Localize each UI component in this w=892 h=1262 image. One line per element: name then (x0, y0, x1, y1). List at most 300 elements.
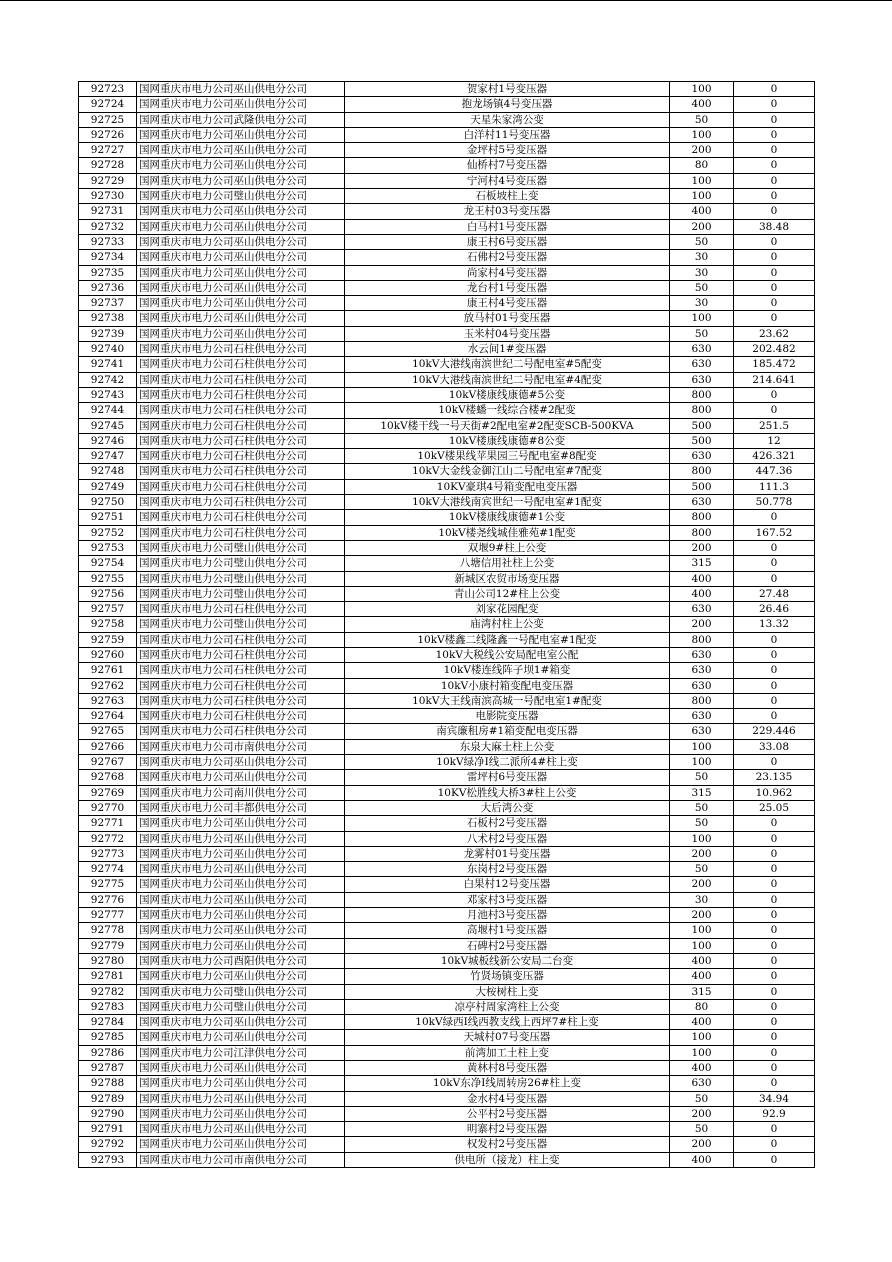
table-row (79, 632, 815, 647)
table-row (79, 495, 815, 510)
value-cell: 0 (734, 387, 815, 402)
value-cell: 50.778 (734, 495, 815, 510)
transformer-name-cell: 尚家村4号变压器 (345, 265, 670, 280)
value-cell: 0 (734, 82, 815, 97)
company-cell: 国网重庆市电力公司巫山供电分公司 (137, 892, 345, 907)
company-cell: 国网重庆市电力公司石柱供电分公司 (137, 693, 345, 708)
transformer-name-cell: 供电所（接龙）柱上变 (345, 1152, 670, 1167)
transformer-name-cell: 白洋村11号变压器 (345, 127, 670, 142)
capacity-cell: 500 (670, 433, 734, 448)
capacity-cell: 630 (670, 602, 734, 617)
capacity-cell: 30 (670, 892, 734, 907)
capacity-cell: 30 (670, 265, 734, 280)
transformer-name-cell: 庙湾村柱上公变 (345, 617, 670, 632)
table-row (79, 831, 815, 846)
company-cell: 国网重庆市电力公司市南供电分公司 (137, 739, 345, 754)
value-cell: 0 (734, 1152, 815, 1167)
table-row (79, 923, 815, 938)
row-id-cell: 92737 (79, 296, 137, 311)
value-cell: 0 (734, 908, 815, 923)
transformer-name-cell: 10kV大税线公安局配电室公配 (345, 647, 670, 662)
table-row (79, 280, 815, 295)
value-cell: 0 (734, 250, 815, 265)
value-cell: 10.962 (734, 785, 815, 800)
company-cell: 国网重庆市电力公司巫山供电分公司 (137, 1030, 345, 1045)
table-row (79, 877, 815, 892)
value-cell: 0 (734, 816, 815, 831)
company-cell: 国网重庆市电力公司巫山供电分公司 (137, 755, 345, 770)
row-id-cell: 92749 (79, 479, 137, 494)
company-cell: 国网重庆市电力公司巫山供电分公司 (137, 908, 345, 923)
row-id-cell: 92780 (79, 953, 137, 968)
table-row (79, 1015, 815, 1030)
capacity-cell: 800 (670, 693, 734, 708)
transformer-name-cell: 电影院变压器 (345, 709, 670, 724)
capacity-cell: 315 (670, 984, 734, 999)
company-cell: 国网重庆市电力公司巫山供电分公司 (137, 82, 345, 97)
company-cell: 国网重庆市电力公司巫山供电分公司 (137, 311, 345, 326)
capacity-cell: 50 (670, 862, 734, 877)
transformer-name-cell: 大后湾公变 (345, 800, 670, 815)
row-id-cell: 92786 (79, 1045, 137, 1060)
row-id-cell: 92776 (79, 892, 137, 907)
company-cell: 国网重庆市电力公司石柱供电分公司 (137, 357, 345, 372)
row-id-cell: 92740 (79, 342, 137, 357)
capacity-cell: 100 (670, 938, 734, 953)
row-id-cell: 92736 (79, 280, 137, 295)
capacity-cell: 800 (670, 632, 734, 647)
capacity-cell: 800 (670, 525, 734, 540)
table-row (79, 800, 815, 815)
company-cell: 国网重庆市电力公司巫山供电分公司 (137, 923, 345, 938)
transformer-name-cell: 10kV大王线南滨高城一号配电室1#配变 (345, 693, 670, 708)
company-cell: 国网重庆市电力公司巫山供电分公司 (137, 1015, 345, 1030)
value-cell: 0 (734, 831, 815, 846)
company-cell: 国网重庆市电力公司石柱供电分公司 (137, 709, 345, 724)
value-cell: 25.05 (734, 800, 815, 815)
value-cell: 0 (734, 403, 815, 418)
row-id-cell: 92778 (79, 923, 137, 938)
value-cell: 0 (734, 311, 815, 326)
transformer-name-cell: 竹贤场镇变压器 (345, 969, 670, 984)
table-row (79, 571, 815, 586)
transformer-name-cell: 10kV大港线南滨世纪二号配电室#4配变 (345, 372, 670, 387)
transformer-name-cell: 10kV大港线南滨世纪二号配电室#5配变 (345, 357, 670, 372)
row-id-cell: 92730 (79, 189, 137, 204)
capacity-cell: 800 (670, 510, 734, 525)
capacity-cell: 630 (670, 357, 734, 372)
capacity-cell: 400 (670, 97, 734, 112)
company-cell: 国网重庆市电力公司璧山供电分公司 (137, 984, 345, 999)
company-cell: 国网重庆市电力公司石柱供电分公司 (137, 387, 345, 402)
value-cell: 0 (734, 296, 815, 311)
transformer-name-cell: 石佛村2号变压器 (345, 250, 670, 265)
capacity-cell: 630 (670, 1076, 734, 1091)
row-id-cell: 92792 (79, 1137, 137, 1152)
value-cell: 0 (734, 280, 815, 295)
table-row (79, 219, 815, 234)
capacity-cell: 200 (670, 143, 734, 158)
transformer-name-cell: 邓家村3号变压器 (345, 892, 670, 907)
row-id-cell: 92787 (79, 1061, 137, 1076)
capacity-cell: 100 (670, 755, 734, 770)
company-cell: 国网重庆市电力公司石柱供电分公司 (137, 403, 345, 418)
value-cell: 0 (734, 678, 815, 693)
table-body (79, 82, 815, 1168)
capacity-cell: 50 (670, 770, 734, 785)
transformer-name-cell: 10kV东净I线周转房26#柱上变 (345, 1076, 670, 1091)
table-row (79, 755, 815, 770)
table-row (79, 693, 815, 708)
company-cell: 国网重庆市电力公司巫山供电分公司 (137, 234, 345, 249)
table-row (79, 647, 815, 662)
table-row (79, 846, 815, 861)
transformer-name-cell: 10kV绿净I线二派所4#柱上变 (345, 755, 670, 770)
value-cell: 0 (734, 1061, 815, 1076)
transformer-name-cell: 10KV松胜线大桥3#柱上公变 (345, 785, 670, 800)
value-cell: 0 (734, 204, 815, 219)
capacity-cell: 100 (670, 127, 734, 142)
value-cell: 34.94 (734, 1091, 815, 1106)
transformer-name-cell: 明寨村2号变压器 (345, 1122, 670, 1137)
capacity-cell: 800 (670, 387, 734, 402)
row-id-cell: 92783 (79, 999, 137, 1014)
table-row (79, 479, 815, 494)
row-id-cell: 92723 (79, 82, 137, 97)
capacity-cell: 200 (670, 540, 734, 555)
value-cell: 0 (734, 1030, 815, 1045)
row-id-cell: 92793 (79, 1152, 137, 1167)
company-cell: 国网重庆市电力公司巫山供电分公司 (137, 969, 345, 984)
capacity-cell: 100 (670, 1030, 734, 1045)
row-id-cell: 92741 (79, 357, 137, 372)
row-id-cell: 92727 (79, 143, 137, 158)
value-cell: 0 (734, 663, 815, 678)
table-row (79, 1030, 815, 1045)
row-id-cell: 92734 (79, 250, 137, 265)
value-cell: 0 (734, 846, 815, 861)
capacity-cell: 400 (670, 586, 734, 601)
table-row (79, 617, 815, 632)
capacity-cell: 315 (670, 556, 734, 571)
table-row (79, 1122, 815, 1137)
capacity-cell: 500 (670, 418, 734, 433)
capacity-cell: 200 (670, 1137, 734, 1152)
row-id-cell: 92729 (79, 173, 137, 188)
transformer-name-cell: 凉亭村周家湾柱上公变 (345, 999, 670, 1014)
transformer-name-cell: 石板坡柱上变 (345, 189, 670, 204)
table-row (79, 525, 815, 540)
row-id-cell: 92738 (79, 311, 137, 326)
capacity-cell: 100 (670, 311, 734, 326)
table-row (79, 770, 815, 785)
table-row (79, 250, 815, 265)
transformer-name-cell: 金坪村5号变压器 (345, 143, 670, 158)
row-id-cell: 92748 (79, 464, 137, 479)
transformer-name-cell: 10kV楼康线康德#5公变 (345, 387, 670, 402)
row-id-cell: 92764 (79, 709, 137, 724)
transformer-name-cell: 10kV小康村箱变配电变压器 (345, 678, 670, 693)
row-id-cell: 92768 (79, 770, 137, 785)
company-cell: 国网重庆市电力公司江津供电分公司 (137, 1045, 345, 1060)
table-row (79, 357, 815, 372)
table-row (79, 999, 815, 1014)
capacity-cell: 50 (670, 112, 734, 127)
row-id-cell: 92757 (79, 602, 137, 617)
capacity-cell: 630 (670, 647, 734, 662)
company-cell: 国网重庆市电力公司巫山供电分公司 (137, 770, 345, 785)
row-id-cell: 92735 (79, 265, 137, 280)
capacity-cell: 200 (670, 846, 734, 861)
company-cell: 国网重庆市电力公司巫山供电分公司 (137, 143, 345, 158)
company-cell: 国网重庆市电力公司巫山供电分公司 (137, 265, 345, 280)
value-cell: 23.135 (734, 770, 815, 785)
table-row (79, 678, 815, 693)
transformer-name-cell: 10kV楼康线康德#8公变 (345, 433, 670, 448)
value-cell: 167.52 (734, 525, 815, 540)
value-cell: 0 (734, 556, 815, 571)
value-cell: 0 (734, 953, 815, 968)
transformer-name-cell: 龙雾村01号变压器 (345, 846, 670, 861)
capacity-cell: 200 (670, 877, 734, 892)
capacity-cell: 100 (670, 923, 734, 938)
company-cell: 国网重庆市电力公司市南供电分公司 (137, 1152, 345, 1167)
table-row (79, 82, 815, 97)
transformer-name-cell: 龙台村1号变压器 (345, 280, 670, 295)
value-cell: 0 (734, 265, 815, 280)
value-cell: 0 (734, 1045, 815, 1060)
table-row (79, 204, 815, 219)
transformer-name-cell: 仙桥村7号变压器 (345, 158, 670, 173)
company-cell: 国网重庆市电力公司石柱供电分公司 (137, 602, 345, 617)
value-cell: 0 (734, 1137, 815, 1152)
row-id-cell: 92732 (79, 219, 137, 234)
transformer-name-cell: 10kV楼蟠一线综合楼#2配变 (345, 403, 670, 418)
transformer-name-cell: 前湾加工土柱上变 (345, 1045, 670, 1060)
table-row (79, 234, 815, 249)
table-row (79, 586, 815, 601)
transformer-name-cell: 康王村4号变压器 (345, 296, 670, 311)
company-cell: 国网重庆市电力公司石柱供电分公司 (137, 510, 345, 525)
company-cell: 国网重庆市电力公司巫山供电分公司 (137, 816, 345, 831)
company-cell: 国网重庆市电力公司巫山供电分公司 (137, 1137, 345, 1152)
transformer-name-cell: 康王村6号变压器 (345, 234, 670, 249)
row-id-cell: 92761 (79, 663, 137, 678)
value-cell: 0 (734, 862, 815, 877)
table-row (79, 189, 815, 204)
transformer-name-cell: 放马村01号变压器 (345, 311, 670, 326)
capacity-cell: 30 (670, 250, 734, 265)
table-row (79, 311, 815, 326)
table-row (79, 892, 815, 907)
company-cell: 国网重庆市电力公司巫山供电分公司 (137, 204, 345, 219)
transformer-name-cell: 天城村07号变压器 (345, 1030, 670, 1045)
row-id-cell: 92773 (79, 846, 137, 861)
value-cell: 23.62 (734, 326, 815, 341)
table-row (79, 709, 815, 724)
company-cell: 国网重庆市电力公司巫山供电分公司 (137, 296, 345, 311)
top-border-line (0, 0, 892, 1)
value-cell: 0 (734, 510, 815, 525)
company-cell: 国网重庆市电力公司丰都供电分公司 (137, 800, 345, 815)
value-cell: 0 (734, 938, 815, 953)
value-cell: 0 (734, 1122, 815, 1137)
value-cell: 92.9 (734, 1106, 815, 1121)
capacity-cell: 400 (670, 1152, 734, 1167)
company-cell: 国网重庆市电力公司巫山供电分公司 (137, 862, 345, 877)
value-cell: 0 (734, 755, 815, 770)
row-id-cell: 92751 (79, 510, 137, 525)
transformer-name-cell: 白果村12号变压器 (345, 877, 670, 892)
transformer-name-cell: 10kV楼鑫二线隆鑫一号配电室#1配变 (345, 632, 670, 647)
company-cell: 国网重庆市电力公司巫山供电分公司 (137, 250, 345, 265)
capacity-cell: 800 (670, 464, 734, 479)
row-id-cell: 92789 (79, 1091, 137, 1106)
transformer-name-cell: 10kV楼干线一号天街#2配电室#2配变SCB-500KVA (345, 418, 670, 433)
transformer-name-cell: 水云间1#变压器 (345, 342, 670, 357)
company-cell: 国网重庆市电力公司巫山供电分公司 (137, 938, 345, 953)
capacity-cell: 200 (670, 617, 734, 632)
table-row (79, 1045, 815, 1060)
value-cell: 0 (734, 540, 815, 555)
company-cell: 国网重庆市电力公司巫山供电分公司 (137, 831, 345, 846)
capacity-cell: 50 (670, 234, 734, 249)
row-id-cell: 92752 (79, 525, 137, 540)
capacity-cell: 630 (670, 724, 734, 739)
value-cell: 0 (734, 892, 815, 907)
company-cell: 国网重庆市电力公司武隆供电分公司 (137, 112, 345, 127)
table-row (79, 433, 815, 448)
company-cell: 国网重庆市电力公司巫山供电分公司 (137, 1076, 345, 1091)
company-cell: 国网重庆市电力公司巫山供电分公司 (137, 1091, 345, 1106)
company-cell: 国网重庆市电力公司石柱供电分公司 (137, 678, 345, 693)
capacity-cell: 630 (670, 678, 734, 693)
capacity-cell: 800 (670, 403, 734, 418)
company-cell: 国网重庆市电力公司酉阳供电分公司 (137, 953, 345, 968)
transformer-name-cell: 石板村2号变压器 (345, 816, 670, 831)
capacity-cell: 630 (670, 372, 734, 387)
capacity-cell: 630 (670, 495, 734, 510)
company-cell: 国网重庆市电力公司石柱供电分公司 (137, 418, 345, 433)
company-cell: 国网重庆市电力公司石柱供电分公司 (137, 495, 345, 510)
company-cell: 国网重庆市电力公司石柱供电分公司 (137, 449, 345, 464)
transformer-name-cell: 10KV豪琪4号箱变配电变压器 (345, 479, 670, 494)
transformer-name-cell: 10kV楼尧线城佳雅苑#1配变 (345, 525, 670, 540)
value-cell: 0 (734, 127, 815, 142)
transformer-name-cell: 10kV大金线金御江山二号配电室#7配变 (345, 464, 670, 479)
row-id-cell: 92747 (79, 449, 137, 464)
capacity-cell: 80 (670, 158, 734, 173)
table-row (79, 372, 815, 387)
company-cell: 国网重庆市电力公司璧山供电分公司 (137, 999, 345, 1014)
row-id-cell: 92790 (79, 1106, 137, 1121)
table-row (79, 984, 815, 999)
transformer-name-cell: 石碑村2号变压器 (345, 938, 670, 953)
transformer-name-cell: 新城区农贸市场变压器 (345, 571, 670, 586)
row-id-cell: 92733 (79, 234, 137, 249)
company-cell: 国网重庆市电力公司巫山供电分公司 (137, 127, 345, 142)
row-id-cell: 92775 (79, 877, 137, 892)
table-row (79, 143, 815, 158)
capacity-cell: 100 (670, 831, 734, 846)
table-row (79, 326, 815, 341)
row-id-cell: 92759 (79, 632, 137, 647)
company-cell: 国网重庆市电力公司璧山供电分公司 (137, 189, 345, 204)
company-cell: 国网重庆市电力公司璧山供电分公司 (137, 617, 345, 632)
transformer-name-cell: 白马村1号变压器 (345, 219, 670, 234)
table-row (79, 785, 815, 800)
table-row (79, 953, 815, 968)
table-row (79, 938, 815, 953)
transformer-name-cell: 八塘信用社柱上公变 (345, 556, 670, 571)
value-cell: 13.32 (734, 617, 815, 632)
table-row (79, 540, 815, 555)
transformer-table (78, 81, 815, 1168)
table-row (79, 342, 815, 357)
capacity-cell: 630 (670, 663, 734, 678)
value-cell: 0 (734, 969, 815, 984)
table-row (79, 449, 815, 464)
transformer-name-cell: 大桉树柱上变 (345, 984, 670, 999)
value-cell: 214.641 (734, 372, 815, 387)
value-cell: 0 (734, 923, 815, 938)
company-cell: 国网重庆市电力公司巫山供电分公司 (137, 846, 345, 861)
capacity-cell: 100 (670, 173, 734, 188)
transformer-name-cell: 高堰村1号变压器 (345, 923, 670, 938)
table-row (79, 969, 815, 984)
row-id-cell: 92724 (79, 97, 137, 112)
value-cell: 33.08 (734, 739, 815, 754)
transformer-name-cell: 青山公司12#柱上公变 (345, 586, 670, 601)
transformer-name-cell: 10kV楼果线苹果园三号配电室#8配变 (345, 449, 670, 464)
company-cell: 国网重庆市电力公司石柱供电分公司 (137, 647, 345, 662)
company-cell: 国网重庆市电力公司璧山供电分公司 (137, 540, 345, 555)
row-id-cell: 92772 (79, 831, 137, 846)
row-id-cell: 92767 (79, 755, 137, 770)
transformer-name-cell: 玉米村04号变压器 (345, 326, 670, 341)
company-cell: 国网重庆市电力公司石柱供电分公司 (137, 724, 345, 739)
company-cell: 国网重庆市电力公司璧山供电分公司 (137, 586, 345, 601)
table-row (79, 1091, 815, 1106)
row-id-cell: 92744 (79, 403, 137, 418)
transformer-name-cell: 天星朱家湾公变 (345, 112, 670, 127)
table-row (79, 556, 815, 571)
row-id-cell: 92743 (79, 387, 137, 402)
company-cell: 国网重庆市电力公司璧山供电分公司 (137, 556, 345, 571)
row-id-cell: 92762 (79, 678, 137, 693)
value-cell: 0 (734, 97, 815, 112)
value-cell: 0 (734, 571, 815, 586)
value-cell: 111.3 (734, 479, 815, 494)
table-row (79, 739, 815, 754)
row-id-cell: 92788 (79, 1076, 137, 1091)
value-cell: 0 (734, 234, 815, 249)
row-id-cell: 92784 (79, 1015, 137, 1030)
company-cell: 国网重庆市电力公司巫山供电分公司 (137, 1106, 345, 1121)
row-id-cell: 92791 (79, 1122, 137, 1137)
value-cell: 0 (734, 693, 815, 708)
value-cell: 0 (734, 1015, 815, 1030)
row-id-cell: 92763 (79, 693, 137, 708)
capacity-cell: 400 (670, 969, 734, 984)
value-cell: 185.472 (734, 357, 815, 372)
value-cell: 0 (734, 112, 815, 127)
table-row (79, 403, 815, 418)
capacity-cell: 100 (670, 82, 734, 97)
table-row (79, 1076, 815, 1091)
capacity-cell: 50 (670, 816, 734, 831)
company-cell: 国网重庆市电力公司巫山供电分公司 (137, 97, 345, 112)
